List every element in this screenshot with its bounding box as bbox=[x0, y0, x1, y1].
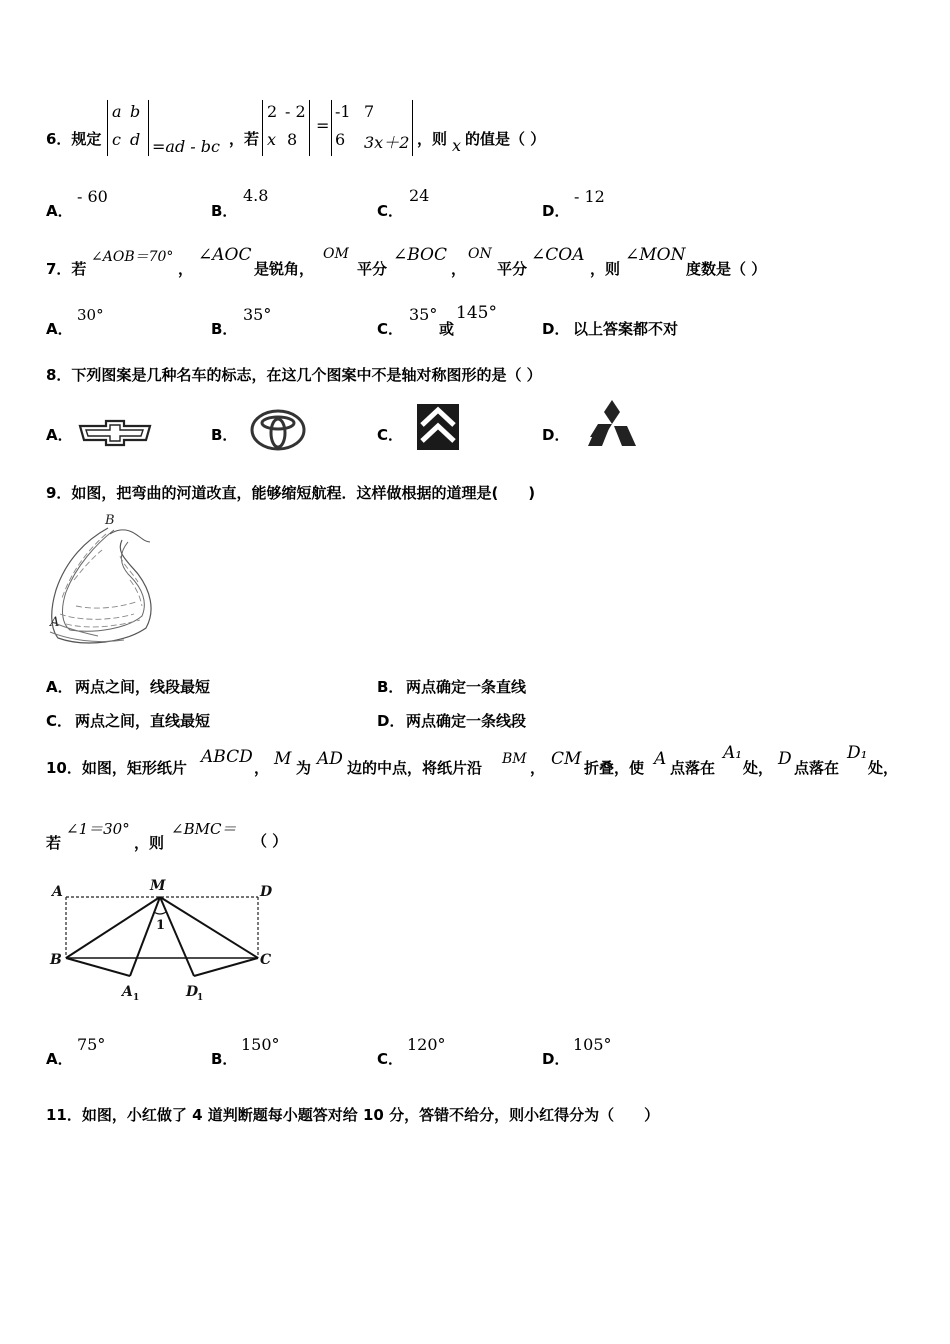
q6-determinant-left: 2 - 2 x 8 bbox=[262, 100, 310, 156]
label-B: B bbox=[50, 952, 62, 968]
label-A1: A bbox=[122, 984, 133, 1000]
label-C: C bbox=[260, 952, 272, 968]
q6-determinant-def: a b c d bbox=[107, 100, 149, 156]
q10-option-d: 105° bbox=[573, 1035, 612, 1054]
q6-option-c-label: C． bbox=[377, 202, 404, 220]
q6-option-b: 4.8 bbox=[243, 186, 269, 205]
q9-option-b: 两点确定一条直线 bbox=[406, 678, 527, 696]
point-b-label: B bbox=[105, 513, 115, 528]
q6-option-c: 24 bbox=[409, 186, 430, 205]
q10-option-c: 120° bbox=[407, 1035, 446, 1054]
q6-option-a-label: A． bbox=[46, 202, 73, 220]
q9-option-a: 两点之间，线段最短 bbox=[75, 678, 211, 696]
q9-option-c: 两点之间，直线最短 bbox=[75, 712, 211, 730]
q6-option-a: - 60 bbox=[77, 187, 108, 206]
chevrolet-logo bbox=[77, 418, 153, 448]
q7-option-c: 35° bbox=[409, 305, 438, 324]
q6-definition-rhs: =ad - bc bbox=[152, 137, 220, 156]
label-D: D bbox=[260, 884, 273, 900]
q7-option-d: 以上答案都不对 bbox=[573, 320, 679, 338]
angle-1-label: 1 bbox=[156, 918, 166, 933]
q6-option-b-label: B． bbox=[211, 202, 238, 220]
q7-option-b: 35° bbox=[243, 305, 272, 324]
citroen-logo bbox=[417, 404, 459, 450]
q10-option-b: 150° bbox=[241, 1035, 280, 1054]
toyota-logo bbox=[250, 408, 306, 452]
folded-rectangle-figure bbox=[46, 872, 286, 1007]
label-A1-subscript: 1 bbox=[133, 993, 140, 1003]
q10-option-a: 75° bbox=[77, 1035, 106, 1054]
point-a-label: A bbox=[50, 615, 60, 630]
river-figure bbox=[46, 510, 158, 660]
q7-option-a: 30° bbox=[77, 306, 104, 324]
label-D1-subscript: 1 bbox=[197, 993, 204, 1003]
label-D1: D bbox=[186, 984, 199, 1000]
q6-stem: 6．规定 bbox=[46, 130, 102, 148]
q6-determinant-right: -1 7 6 3x＋2 bbox=[331, 100, 413, 156]
q7-option-c-second: 145° bbox=[456, 303, 497, 323]
q9-option-d: 两点确定一条线段 bbox=[406, 712, 527, 730]
mitsubishi-logo bbox=[583, 400, 641, 450]
label-A: A bbox=[52, 884, 63, 900]
q6-option-d: - 12 bbox=[574, 187, 605, 206]
label-M: M bbox=[150, 878, 166, 894]
q6-option-d-label: D． bbox=[542, 202, 570, 220]
